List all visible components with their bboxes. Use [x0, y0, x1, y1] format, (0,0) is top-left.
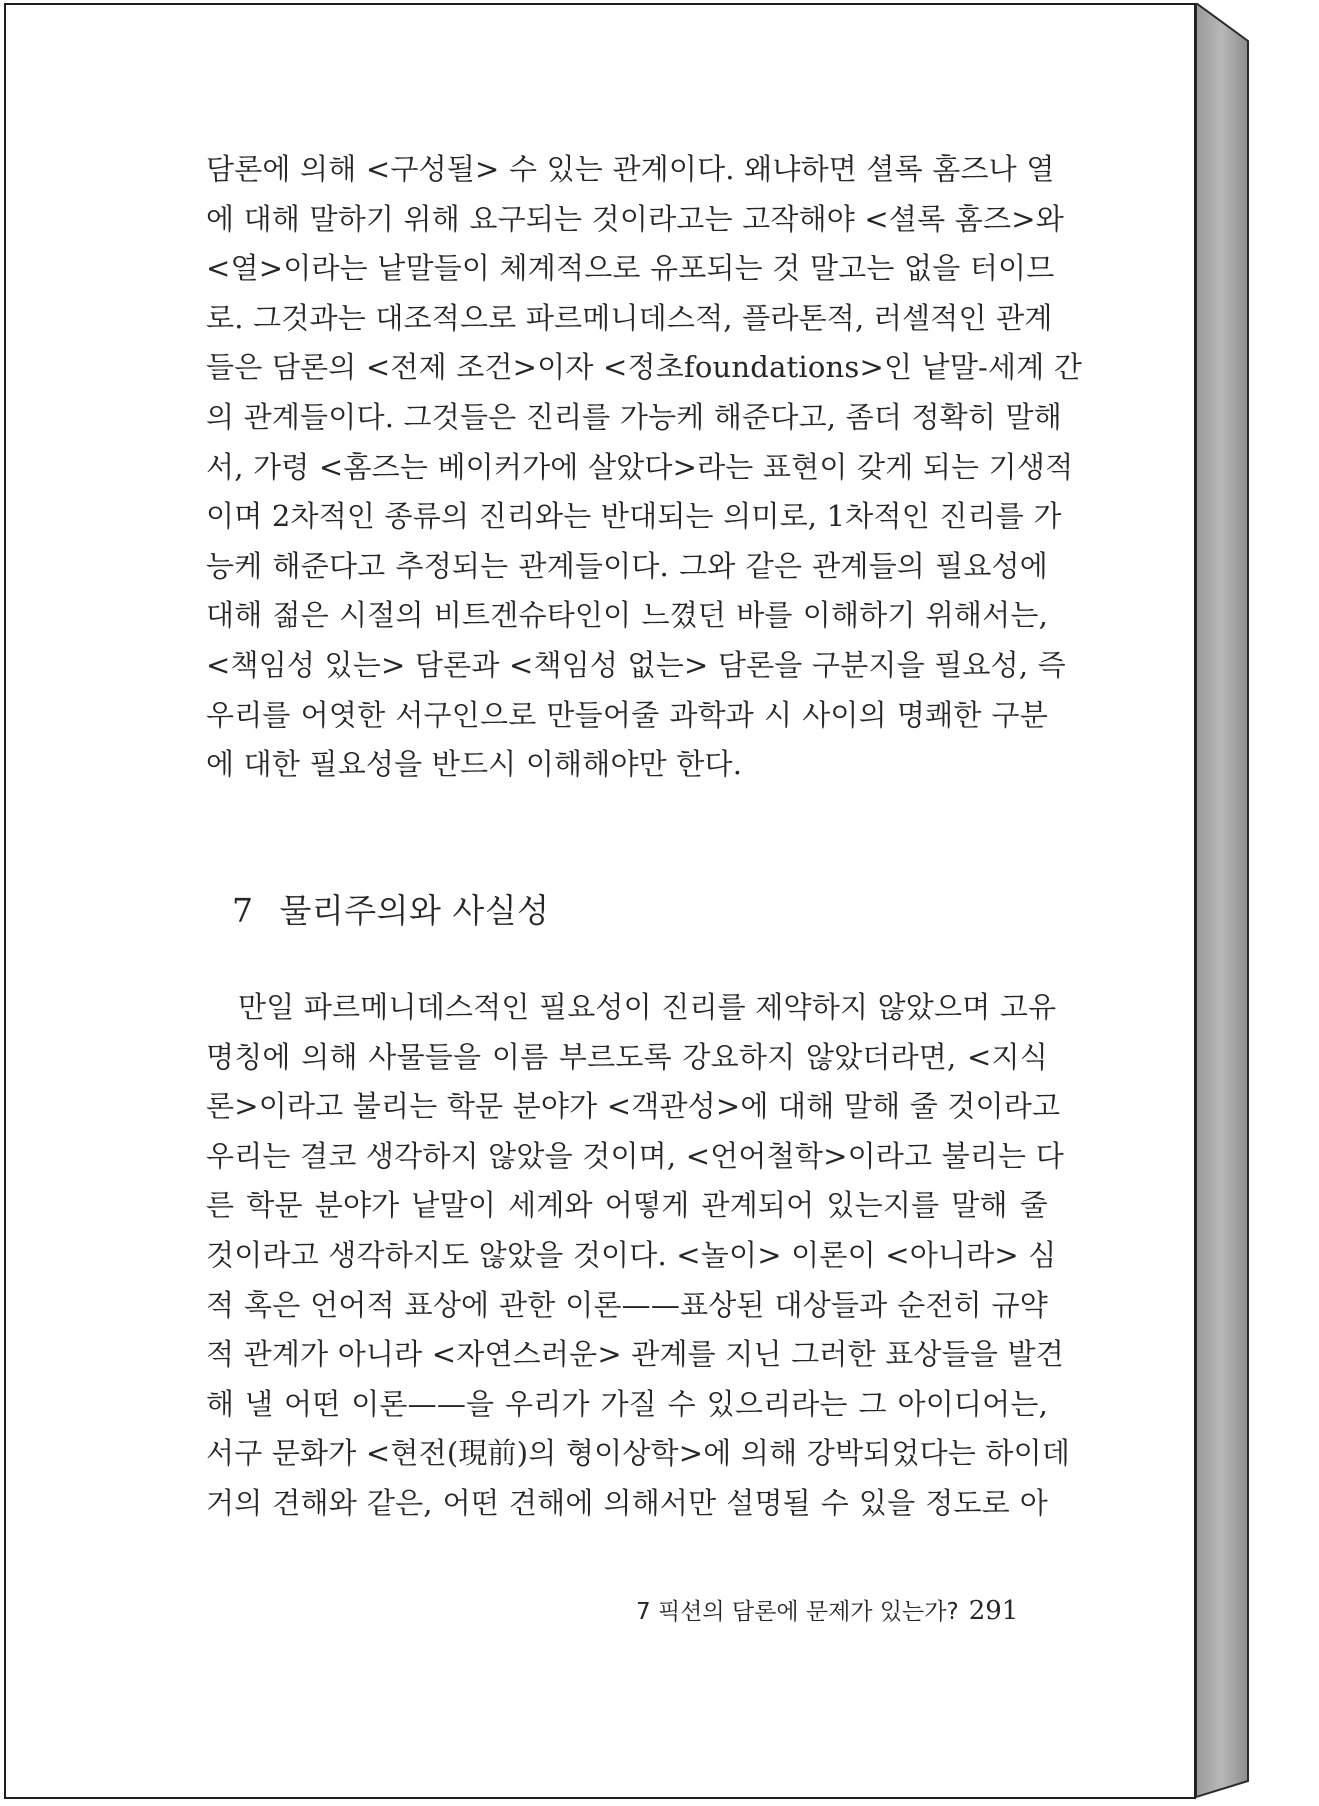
- text-line: 에 대한 필요성을 반드시 이해해야만 한다.: [206, 747, 743, 782]
- section-title: 물리주의와 사실성: [279, 891, 550, 930]
- text-line: 만일 파르메니데스적인 필요성이 진리를 제약하지 않았으며 고유: [238, 990, 1057, 1024]
- page-number: 291: [968, 1596, 1019, 1626]
- page-stack-edge: [1196, 3, 1252, 1799]
- text-line: 서, 가령 <홈즈는 베이커가에 살았다>라는 표현이 갖게 되는 기생적: [206, 449, 1074, 484]
- text-line: <책임성 있는> 담론과 <책임성 없는> 담론을 구분지을 필요성, 즉: [206, 647, 1066, 682]
- paragraph-2: [206, 983, 1071, 1529]
- text-line: 들은 담론의 <전제 조건>이자 <정초foundations>인 낱말-세계 간: [206, 350, 1083, 385]
- section-heading: [232, 885, 550, 932]
- running-title: 7 픽션의 담론에 문제가 있는가?: [636, 1599, 959, 1625]
- text-line: 거의 견해와 같은, 어떤 견해에 의해서만 설명될 수 있을 정도로 아: [206, 1485, 1048, 1520]
- text-line: 우리는 결코 생각하지 않았을 것이며, <언어철학>이라고 불리는 다: [206, 1138, 1064, 1173]
- text-line: 담론에 의해 <구성될> 수 있는 관계이다. 왜냐하면 셜록 홈즈나 열: [206, 152, 1055, 186]
- text-line: 것이라고 생각하지도 않았을 것이다. <놀이> 이론이 <아니라> 심: [206, 1237, 1057, 1272]
- text-line: 의 관계들이다. 그것들은 진리를 가능케 해준다고, 좀더 정확히 말해: [206, 399, 1062, 434]
- text-line: 로. 그것과는 대조적으로 파르메니데스적, 플라톤적, 러셀적인 관계: [206, 300, 1053, 335]
- text-line: 우리를 어엿한 서구인으로 만들어줄 과학과 시 사이의 명쾌한 구분: [206, 697, 1048, 732]
- text-line: 론>이라고 불리는 학문 분야가 <객관성>에 대해 말해 줄 것이라고: [206, 1089, 1061, 1124]
- text-line: 능케 해준다고 추정되는 관계들이다. 그와 같은 관계들의 필요성에: [206, 548, 1048, 583]
- text-line: 적 혹은 언어적 표상에 관한 이론——표상된 대상들과 순전히 규약: [206, 1287, 1048, 1322]
- text-line: 명칭에 의해 사물들을 이름 부르도록 강요하지 않았더라면, <지식: [206, 1039, 1048, 1074]
- text-line: 른 학문 분야가 낱말이 세계와 어떻게 관계되어 있는지를 말해 줄: [206, 1188, 1048, 1223]
- text-line: 서구 문화가 <현전(現前)의 형이상학>에 의해 강박되었다는 하이데: [206, 1436, 1071, 1471]
- paragraph-1: [206, 145, 1083, 790]
- book-page: [4, 3, 1196, 1799]
- text-line: <열>이라는 낱말들이 체계적으로 유포되는 것 말고는 없을 터이므: [206, 251, 1055, 286]
- text-line: 대해 젊은 시절의 비트겐슈타인이 느꼈던 바를 이해하기 위해서는,: [206, 598, 1048, 633]
- text-line: 적 관계가 아니라 <자연스러운> 관계를 지닌 그러한 표상들을 발견: [206, 1337, 1064, 1372]
- section-number: 7: [232, 891, 254, 930]
- text-line: 이며 2차적인 종류의 진리와는 반대되는 의미로, 1차적인 진리를 가: [206, 499, 1062, 534]
- text-line: 에 대해 말하기 위해 요구되는 것이라고는 고작해야 <셜록 홈즈>와: [206, 201, 1064, 236]
- text-line: 해 낼 어떤 이론——을 우리가 가질 수 있으리라는 그 아이디어는,: [206, 1386, 1048, 1421]
- running-footer: [636, 1593, 1019, 1626]
